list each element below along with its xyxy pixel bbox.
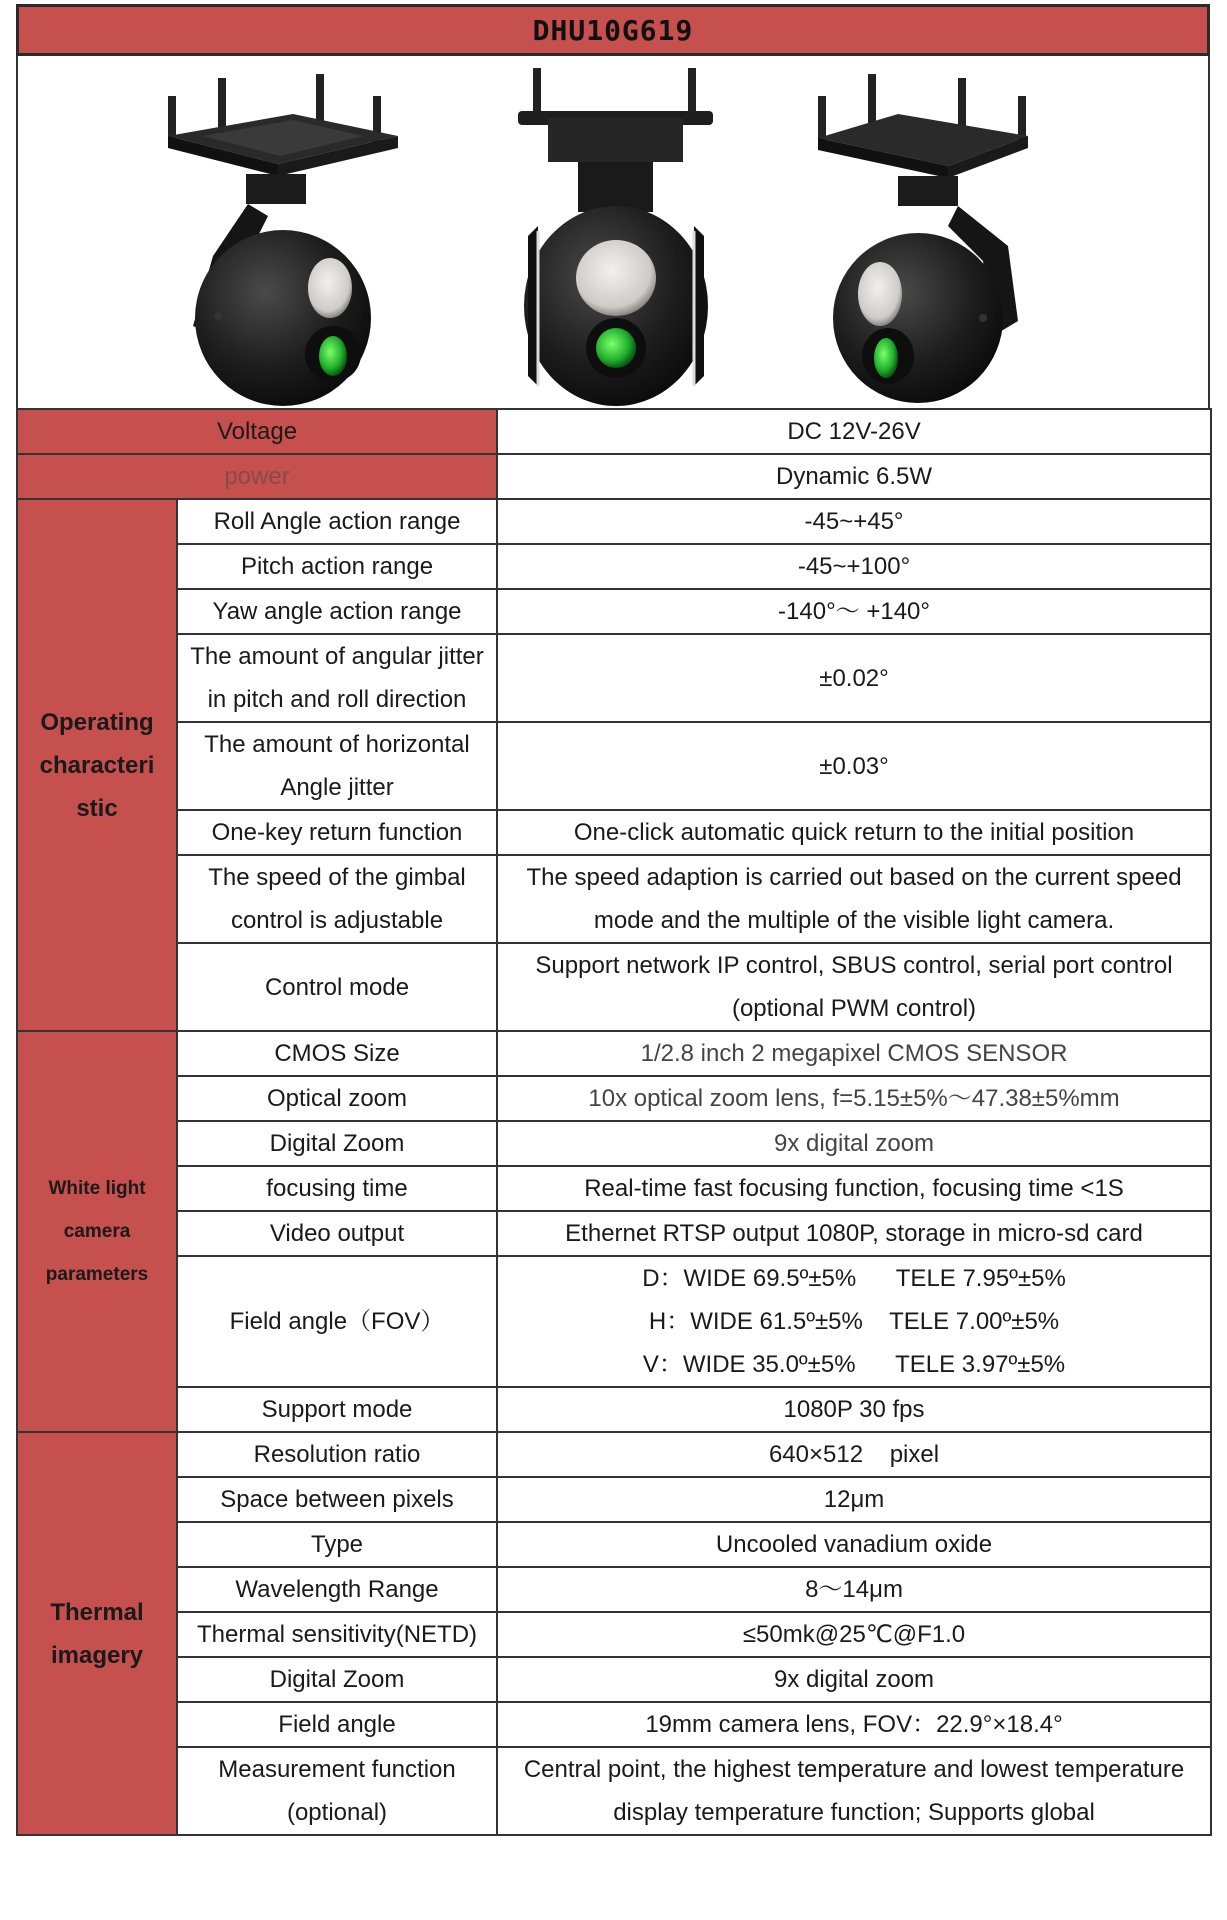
row-value: -140°～ +140° <box>497 589 1211 634</box>
voltage-value: DC 12V-26V <box>497 409 1211 454</box>
table-row <box>17 1747 1211 1835</box>
row-value: ±0.03° <box>497 722 1211 810</box>
row-label: Thermal sensitivity(NETD) <box>177 1612 497 1657</box>
row-label: Optical zoom <box>177 1076 497 1121</box>
group-label-white-light: White light camera parameters <box>17 1031 177 1432</box>
table-row <box>17 1121 1211 1166</box>
row-label: Type <box>177 1522 497 1567</box>
row-value: One-click automatic quick return to the initial position <box>497 810 1211 855</box>
row-label: The amount of angular jitter in pitch and roll direction <box>177 634 497 722</box>
row-value: ±0.02° <box>497 634 1211 722</box>
row-value: Uncooled vanadium oxide <box>497 1522 1211 1567</box>
row-value: 8～14μm <box>497 1567 1211 1612</box>
row-value: 10x optical zoom lens, f=5.15±5%～47.38±5%mm <box>497 1076 1211 1121</box>
spec-sheet <box>16 4 1210 1920</box>
table-row <box>17 1076 1211 1121</box>
row-value: 640×512 pixel <box>497 1432 1211 1477</box>
voltage-label: Voltage <box>17 409 497 454</box>
table-row <box>17 1211 1211 1256</box>
row-label: Field angle（FOV） <box>177 1256 497 1387</box>
row-value: -45~+45° <box>497 499 1211 544</box>
gimbal-right-view-icon <box>818 74 1028 403</box>
table-row <box>17 1477 1211 1522</box>
fov-line-v: V：WIDE 35.0º±5% TELE 3.97º±5% <box>642 1351 1066 1378</box>
table-row <box>17 1702 1211 1747</box>
row-value: ≤50mk@25℃@F1.0 <box>497 1612 1211 1657</box>
table-row <box>17 544 1211 589</box>
table-row <box>17 1256 1211 1387</box>
row-label: Resolution ratio <box>177 1432 497 1477</box>
specification-table <box>16 408 1212 1836</box>
table-row <box>17 499 1211 544</box>
group-label-operating: Operating characteri stic <box>17 499 177 1031</box>
power-label: power <box>17 454 497 499</box>
table-row <box>17 634 1211 722</box>
fov-line-d: D：WIDE 69.5º±5% TELE 7.95º±5% <box>642 1265 1066 1292</box>
row-label: Space between pixels <box>177 1477 497 1522</box>
row-label: The speed of the gimbal control is adjustable <box>177 855 497 943</box>
row-value: Support network IP control, SBUS control, serial port control (optional PWM control) <box>497 943 1211 1031</box>
row-label: Control mode <box>177 943 497 1031</box>
row-value: 9x digital zoom <box>497 1121 1211 1166</box>
row-label: One-key return function <box>177 810 497 855</box>
row-label: Wavelength Range <box>177 1567 497 1612</box>
row-value: 9x digital zoom <box>497 1657 1211 1702</box>
power-value: Dynamic 6.5W <box>497 454 1211 499</box>
row-label: Support mode <box>177 1387 497 1432</box>
row-label: CMOS Size <box>177 1031 497 1076</box>
product-title: DHU10G619 <box>16 4 1210 56</box>
table-row <box>17 943 1211 1031</box>
table-row <box>17 1612 1211 1657</box>
table-row <box>17 454 1211 499</box>
row-value: -45~+100° <box>497 544 1211 589</box>
table-row <box>17 1567 1211 1612</box>
fov-line-h: H：WIDE 61.5º±5% TELE 7.00º±5% <box>648 1308 1060 1335</box>
row-label: focusing time <box>177 1166 497 1211</box>
group-label-thermal: Thermal imagery <box>17 1432 177 1835</box>
row-label: The amount of horizontal Angle jitter <box>177 722 497 810</box>
table-row <box>17 810 1211 855</box>
product-photo-area <box>16 56 1210 408</box>
gimbal-left-view-icon <box>168 74 398 406</box>
row-label: Field angle <box>177 1702 497 1747</box>
row-label: Yaw angle action range <box>177 589 497 634</box>
row-value: The speed adaption is carried out based on the current speed mode and the multiple of the visible light camera. <box>497 855 1211 943</box>
table-row <box>17 1432 1211 1477</box>
row-label: Digital Zoom <box>177 1121 497 1166</box>
row-value: 1080P 30 fps <box>497 1387 1211 1432</box>
gimbal-camera-illustrations <box>18 56 1208 408</box>
table-row <box>17 409 1211 454</box>
row-label: Measurement function (optional) <box>177 1747 497 1835</box>
table-row <box>17 722 1211 810</box>
row-label: Pitch action range <box>177 544 497 589</box>
row-value: Central point, the highest temperature and lowest temperature display temperature function; Supports global <box>497 1747 1211 1835</box>
row-value: Ethernet RTSP output 1080P, storage in micro-sd card <box>497 1211 1211 1256</box>
table-row <box>17 589 1211 634</box>
row-label: Video output <box>177 1211 497 1256</box>
table-row <box>17 1522 1211 1567</box>
table-row <box>17 1387 1211 1432</box>
gimbal-front-view-icon <box>518 68 713 406</box>
row-label: Digital Zoom <box>177 1657 497 1702</box>
row-value <box>497 1256 1211 1387</box>
table-row <box>17 1166 1211 1211</box>
table-row <box>17 855 1211 943</box>
table-row <box>17 1657 1211 1702</box>
row-value: Real-time fast focusing function, focusing time <1S <box>497 1166 1211 1211</box>
row-value: 1/2.8 inch 2 megapixel CMOS SENSOR <box>497 1031 1211 1076</box>
row-value: 19mm camera lens, FOV：22.9°×18.4° <box>497 1702 1211 1747</box>
row-value: 12μm <box>497 1477 1211 1522</box>
row-label: Roll Angle action range <box>177 499 497 544</box>
table-row <box>17 1031 1211 1076</box>
